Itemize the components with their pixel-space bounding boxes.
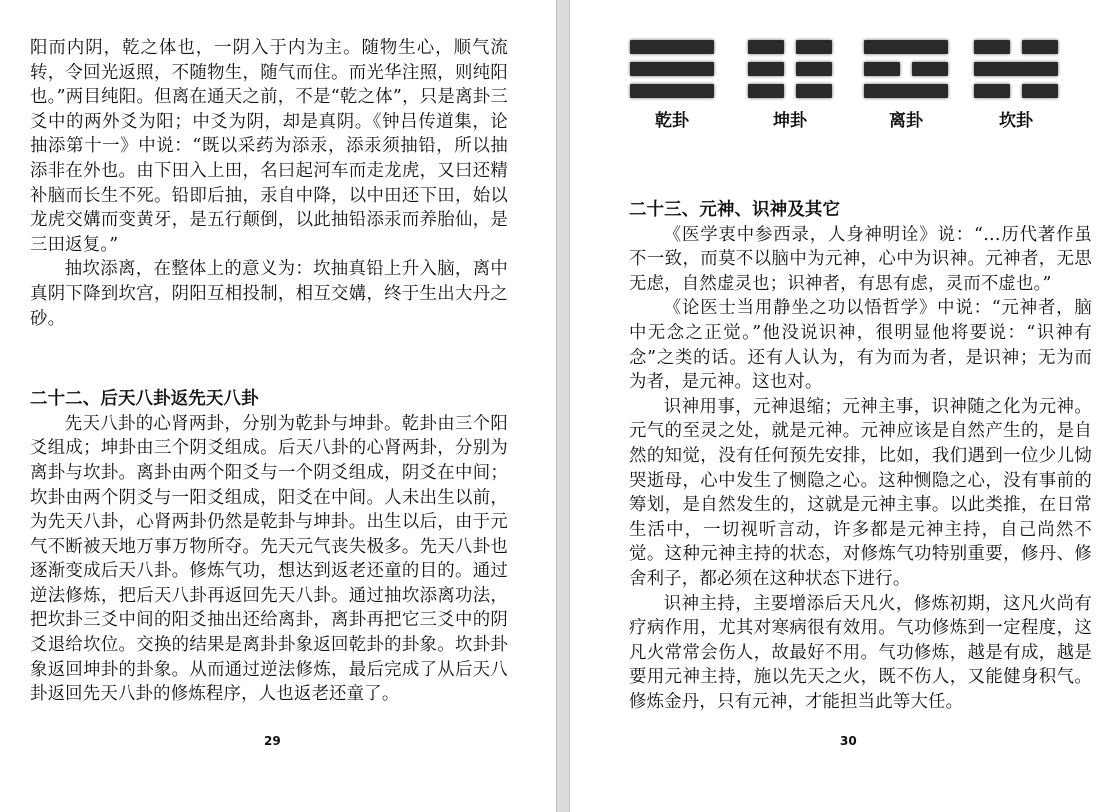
- yin-line: [748, 62, 832, 76]
- left-page-text: [30, 36, 508, 707]
- yang-line: [974, 62, 1058, 76]
- trigram-qian: [630, 38, 714, 131]
- paragraph: 识神用事，元神退缩；元神主事，识神随之化为元神。元气的至灵之处，就是元神。元神应该是自然产生的，是自然的知觉，没有任何预先安排，比如，我们遇到一位少儿恸哭逝母，心中发生了恻隐之心。这种恻隐之心，没有事前的筹划，是自然发生的，这就是元神主事。以此类推，在日常生活中，一切视听言动，许多都是元神主持，自己尚然不觉。这种元神主持的状态，对修炼气功特别重要，修丹、修舍利子，都必须在这种状态下进行。: [629, 396, 1092, 589]
- line-segment: [796, 62, 832, 76]
- trigram-label: 离卦: [889, 111, 923, 131]
- yin-line: [864, 62, 948, 76]
- section-heading: 二十三、元神、识神及其它: [629, 200, 841, 220]
- line-segment: [864, 40, 948, 54]
- line-segment: [748, 40, 784, 54]
- yin-line: [974, 84, 1058, 98]
- line-segment: [1022, 40, 1058, 54]
- line-segment: [796, 84, 832, 98]
- yang-line: [630, 84, 714, 98]
- trigram-lines: [748, 38, 832, 100]
- paragraph: 识神主持，主要增添后天凡火，修炼初期，这凡火尚有疗病作用，尤其对寒病很有效用。气功修炼到一定程度，这凡火常常会伤人，故最好不用。气功修炼，越是有成，越是要用元神主持，施以先天之火，既不伤人，又能健身积气。修炼金丹，只有元神，才能担当此等大任。: [629, 593, 1092, 712]
- yang-line: [864, 40, 948, 54]
- paragraph: 《医学衷中参西录，人身神明诠》说：“…历代著作虽不一致，而莫不以脑中为元神，心中为识神。元神者，无思无虑，自然虚灵也；识神者，有思有虑，灵而不虚也。”: [629, 224, 1092, 294]
- line-segment: [974, 62, 1058, 76]
- trigram-label: 乾卦: [655, 111, 689, 131]
- line-segment: [974, 84, 1010, 98]
- line-segment: [630, 40, 714, 54]
- yang-line: [864, 84, 948, 98]
- trigram-lines: [864, 38, 948, 100]
- trigram-label: 坤卦: [773, 111, 807, 131]
- paragraph: 先天八卦的心肾两卦，分别为乾卦与坤卦。乾卦由三个阳爻组成；坤卦由三个阴爻组成。后天八卦的心肾两卦，分别为离卦与坎卦。离卦由两个阳爻与一个阴爻组成，阴爻在中间；坎卦由两个阴爻与一阳爻组成，阳爻在中间。人未出生以前，为先天八卦，心肾两卦仍然是乾卦与坤卦。出生以后，由于元气不断被天地万事万物所夺。先天元气丧失极多。先天八卦也逐渐变成后天八卦。修炼气功，想达到返老还童的目的。通过逆法修炼，把后天八卦再返回先天八卦。通过抽坎添离功法，把坎卦三爻中间的阳爻抽出还给离卦，离卦再把它三爻中的阴爻退给坎位。交换的结果是离卦卦象返回乾卦的卦象。坎卦卦象返回坤卦的卦象。从而通过逆法修炼，最后完成了从后天八卦返回先天八卦的修炼程序，人也返老还童了。: [30, 413, 508, 705]
- line-segment: [974, 40, 1010, 54]
- right-page-text: [629, 198, 1092, 714]
- page-number: 29: [264, 734, 281, 748]
- line-segment: [864, 84, 948, 98]
- trigram-diagram: [630, 38, 1100, 138]
- line-segment: [796, 40, 832, 54]
- trigram-lines: [974, 38, 1058, 100]
- yang-line: [630, 62, 714, 76]
- yin-line: [974, 40, 1058, 54]
- paragraph: 《论医士当用静坐之功以悟哲学》中说：“元神者，脑中无念之正觉。”他没说识神，很明显他将要说：“识神有念”之类的话。还有人认为，有为而为者，是识神；无为而为者，是元神。这也对。: [629, 298, 1092, 393]
- line-segment: [630, 62, 714, 76]
- trigram-kun: [748, 38, 832, 131]
- section-heading: 二十二、后天八卦返先天八卦: [30, 389, 259, 410]
- trigram-kan: [974, 38, 1058, 131]
- page-gutter: [557, 0, 569, 812]
- line-segment: [748, 62, 784, 76]
- page-number: 30: [840, 734, 857, 748]
- line-segment: [864, 62, 900, 76]
- line-segment: [912, 62, 948, 76]
- line-segment: [748, 84, 784, 98]
- paragraph: 抽坎添离，在整体上的意义为：坎抽真铅上升入脑，离中真阴下降到坎宫，阴阳互相投制，相互交媾，终于生出大丹之砂。: [30, 259, 508, 329]
- line-segment: [1022, 84, 1058, 98]
- paragraph: 阳而内阴，乾之体也，一阴入于内为主。随物生心，顺气流转，令回光返照，不随物生，随气而住。而光华注照，则纯阳也。”两目纯阳。但离在通天之前，不是“乾之体”，只是离卦三爻中的两外爻为阳；中爻为阴，却是真阴。《钟吕传道集，论抽添第十一》中说：“既以采药为添汞，添汞须抽铅，所以抽添非在外也。由下田入上田，名曰起河车而走龙虎，又曰还精补脑而长生不死。铅即后抽，汞自中降，以中田还下田，始以龙虎交媾而变黄牙，是五行颠倒，以此抽铅添汞而养胎仙，是三田返复。”: [30, 38, 508, 255]
- yang-line: [630, 40, 714, 54]
- trigram-lines: [630, 38, 714, 100]
- trigram-li: [864, 38, 948, 131]
- yin-line: [748, 84, 832, 98]
- trigram-label: 坎卦: [999, 111, 1033, 131]
- yin-line: [748, 40, 832, 54]
- line-segment: [630, 84, 714, 98]
